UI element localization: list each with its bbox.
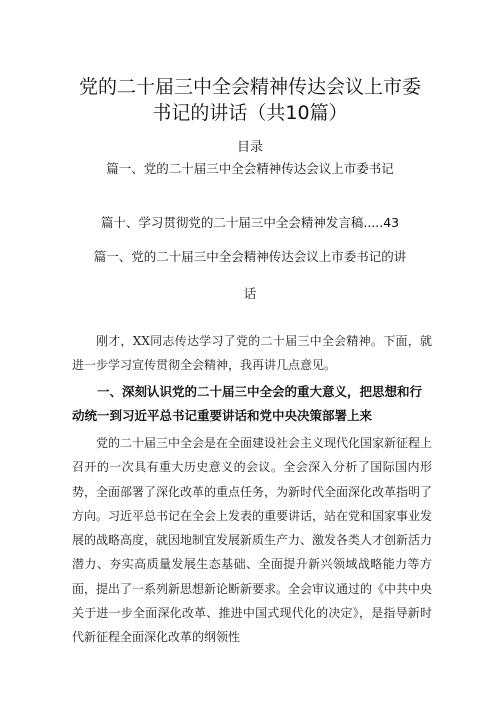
part-one-heading: 一、深刻认识党的二十届三中全会的重大意义，把思想和行动统一到习近平总书记重要讲话和党中央决策部署上来 — [72, 384, 423, 423]
toc-entry-10[interactable]: 篇十、学习贯彻党的二十届三中全会精神发言稿.....43 — [100, 215, 400, 230]
section-title-line-1: 篇一、党的二十届三中全会精神传达会议上市委书记的讲 — [93, 249, 407, 264]
body-paragraph: 党的二十届三中全会是在全面建设社会主义现代化国家新征程上召开的一次具有重大历史意义的会议。全会深入分析了国际国内形势，全面部署了深化改革的重点任务，为新时代全面深化改革指明了方向。习近平总书记在全会上发表的重要讲话，站在党和国家事业发展的战略高度，就因地制宜发展新质生产力、激发各类人才创新活力潜力、夯实高质量发展生态基础、全面提升新兴领域战略能力等方面，提出了一系列新思想新论断新要求。全会审议通过的《中共中央关于进一步全面深化改革、推进中国式现代化的决定》，是指导新时代新征程全面深化改革的纲领性 — [72, 436, 433, 645]
document-title-line-2: 书记的讲话（共10篇） — [152, 102, 348, 124]
toc-heading: 目录 — [236, 140, 263, 155]
opening-paragraph: 刚才，XX同志传达学习了党的二十届三中全会精神。下面，就进一步学习宣传贯彻全会精神，我再讲几点意见。 — [72, 334, 432, 373]
toc-entry-1[interactable]: 篇一、党的二十届三中全会精神传达会议上市委书记 — [106, 161, 394, 176]
document-title-line-1: 党的二十届三中全会精神传达会议上市委 — [78, 76, 421, 98]
section-title-line-2: 话 — [243, 286, 257, 301]
